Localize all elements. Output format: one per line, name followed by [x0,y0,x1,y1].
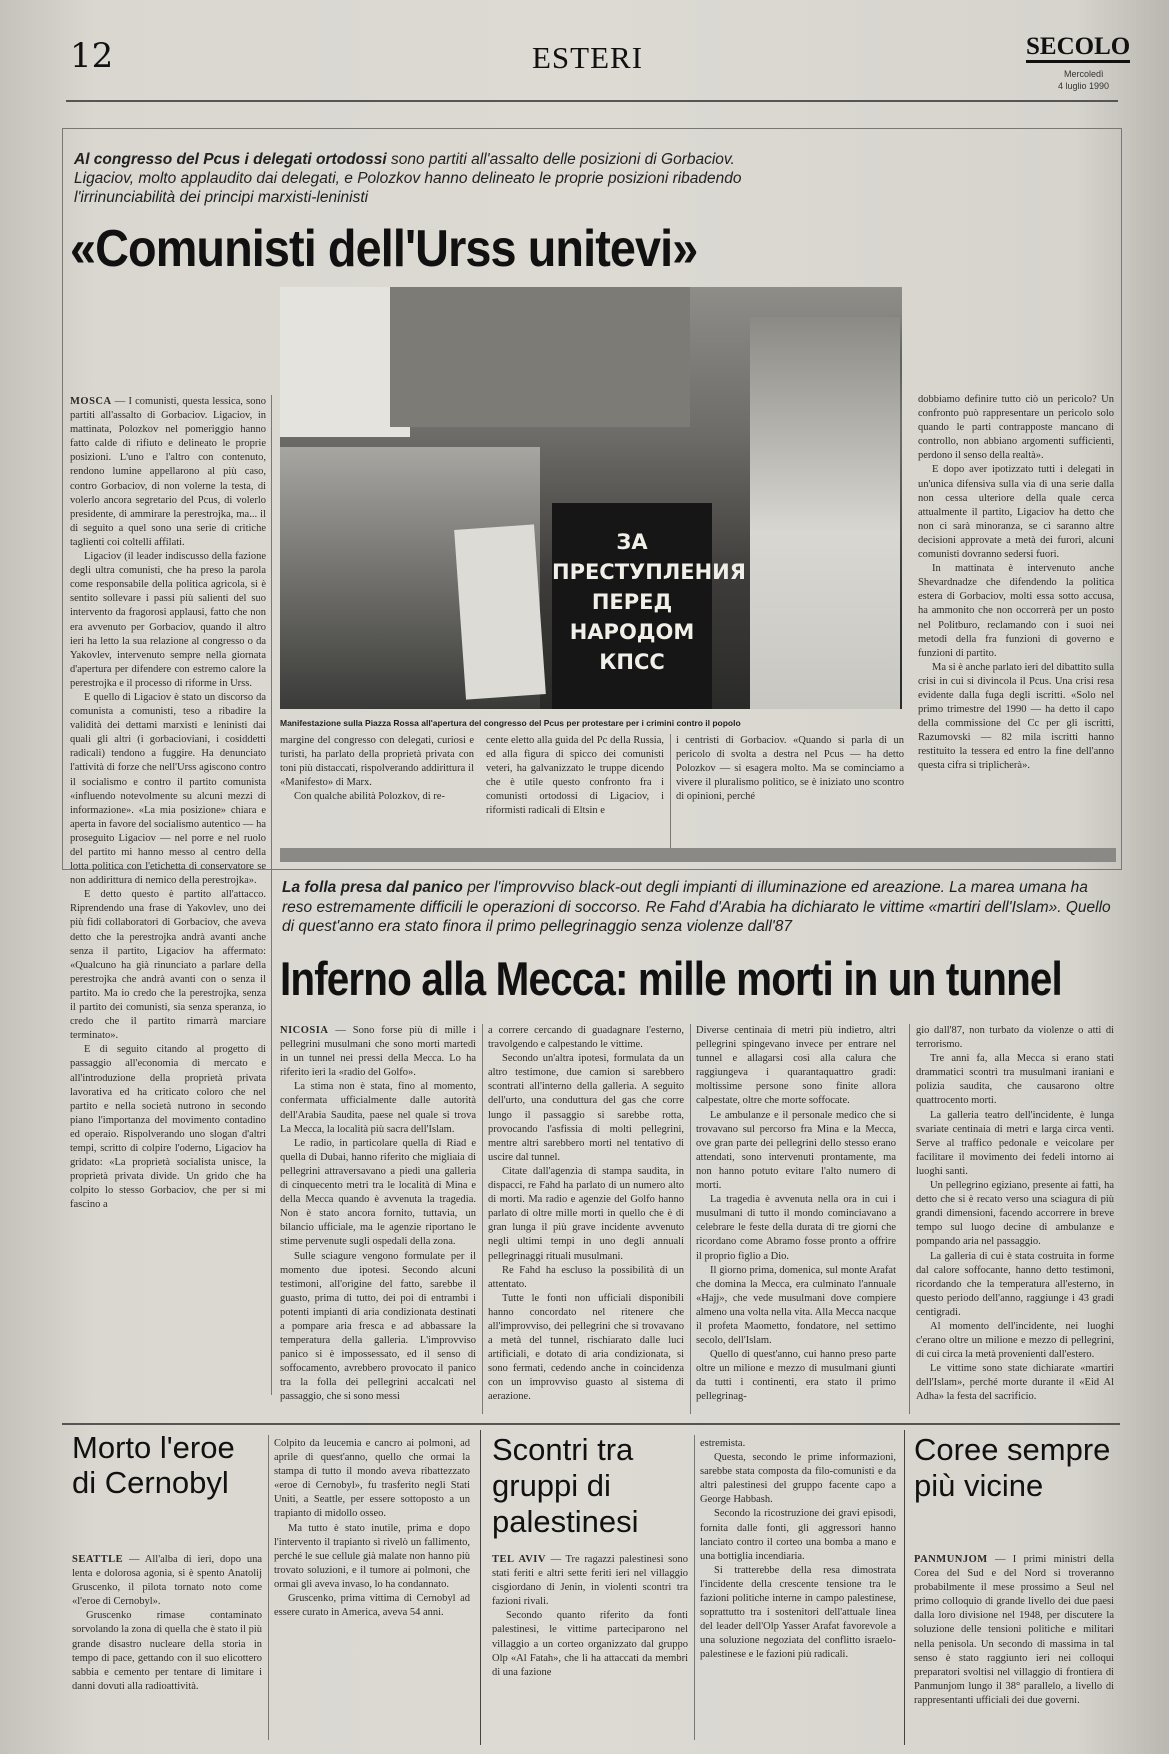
article1-col4-para: i centristi di Gorbaciov. «Quando si parla di un pericolo di svolta a destra nel Pcus — ha detto Polozkov — si esagera molto. Ma se cominciamo a vivere il pluralismo politico, se è iniziato uno scontro di opinioni, perché [676,735,904,803]
article-divider [904,1430,905,1745]
article1-col3-para: cente eletto alla guida del Pc della Russia, ed alla figura di spicco dei comunisti veteri, ha galvanizzato le truppe dicendo che è utile questo confronto fra i comunisti ortodossi di Ligaciov, i riformisti radicali di Eltsin e [486,735,664,817]
article1-kicker-bold: Al congresso del Pcus i delegati ortodossi [74,151,387,168]
article1-col5-para: dobbiamo definire tutto ciò un pericolo? Un confronto può rappresentare un pericolo solo quando le parti contrapposte mancano di controllo, non abbiano argomenti sufficienti, perdono il senso della realtà». [918,394,1114,462]
article1-col1-para: — I comunisti, questa lessica, sono partiti all'assalto di Gorbaciov. Ligaciov, in mattinata, Polozkov nel pomeriggio hanno fatto calde di rifiuto e delineato le proprie posizioni. L'uno e l'altro con contenuto, rendono lumine appellarono al più caso, contro Gorbaciov, di non volerne la testa, di volerlo ancora segretario del Pcus, di volerlo presidente, di ammirare la perestrojka, ma... il di seguito a quel sono una serie di critiche taglienti coi coltelli affilati. [70,396,266,548]
article3-col2-para: Colpito da leucemia e cancro ai polmoni, ad aprile di quest'anno, quello che ormai la stampa di tutto il mondo aveva ribattezzato «eroe di Cernobyl», fu trasferito negli Stati Uniti, a Seattle, per essere sottoposto a un trapianto di midollo osseo. [274,1438,470,1520]
article1-col5-para: In mattinata è intervenuto anche Shevardnadze che difendendo la politica estera di Gorbaciov, molti essa sotto accusa, ha ammonito che non occorrerà per un posto nel Politburo, reclamando con i suoi nei metodi della fra funzioni di governo e funzioni di partito. [918,563,1114,659]
article2-col2-para: Tutte le fonti non ufficiali disponibili hanno concordato nel ritenere che all'improvviso, dei pellegrini che si trovavano a metà del tunnel, rischiarato dalle luci artificiali, e dotato di aria condizionata, si sono fermati, cedendo anche in coincidenza con un improvviso guasto al sistema di aerazione. [488,1292,684,1403]
article2-col1-para: — Sono forse più di mille i pellegrini musulmani che sono morti martedì in un tunnel nei pressi della Mecca. Lo ha riferito ieri la «radio del Golfo». [280,1025,476,1079]
article1-col5-para: E dopo aver ipotizzato tutti i delegati in un'unica difensiva sulla via di una serie dalla non cessa ulteriore della quale cerca attualmente il partito, Ligaciov ha detto che non ci sarà minoranza, se ci saranno altre decisioni approvate a metà dei furori, alcuni comunisti dovranno sedersi fuori. [918,464,1114,561]
article3-divider [268,1435,269,1740]
article2-col3-para: La tragedia è avvenuta nella ora in cui i musulmani di tutto il mondo cominciavano a celebrare le feste della durata di tre giorni che ricordano come Abramo fosse pronto a offrire il proprio figlio a Dio. [696,1194,896,1262]
article3-col1-para: Gruscenko rimase contaminato sorvolando la zona di quella che è stato il più grande disastro nucleare della storia in tempo di pace, gettando con il suo elicottero sabbia e cemento per tentare di limitare i danni dovuti alla radioattività. [72,1610,262,1692]
article1-divider [670,734,671,860]
article2-headline: Inferno alla Mecca: mille morti in un tunnel [280,952,1062,1005]
article4-headline: Scontri tra gruppi di palestinesi [492,1432,639,1539]
article1-col2-para: Con qualche abilità Polozkov, di re- [294,791,445,803]
article1-col1 [70,395,266,1395]
article4-divider [694,1435,695,1740]
article5-col1-para: — I primi ministri della Corea del Sud e del Nord si troveranno probabilmente il mese prossimo a Seul nel primo colloquio di grande livello dei due paesi dalla loro divisione nel 1948, per discutere la soluzione delle tensioni politiche e militari nella penisola. Un secondo di massima in tal senso è stato raggiunto ieri nei colloqui preparatori svoltisi nel villaggio di frontiera di Panmunjom lungo il 38° parallelo, a livello di rappresentanti ufficiali dei due governi. [914,1554,1114,1706]
article3-col2-para: Gruscenko, prima vittima di Cernobyl ad essere curato in America, aveva 54 anni. [274,1593,470,1619]
masthead-weekday: Mercoledì [1064,69,1104,79]
photo-placard-left [454,524,546,699]
article4-col1-para: — Tre ragazzi palestinesi sono stati feriti e altri sette feriti ieri nel villaggio cisgiordano di Jenin, in violenti scontri tra fazioni rivali. [492,1554,688,1608]
article4-col2-para: estremista. [700,1438,746,1449]
paper-name: SECOLO [1026,34,1130,63]
article2-col1-para: La stima non è stata, fino al momento, confermata ufficialmente dalle autorità dell'Arabia Saudita, paese nel quale si trova La Mecca, la località più sacra dell'Islam. [280,1081,476,1135]
article4-col2-para: Questa, secondo le prime informazioni, sarebbe stata composta da filo-comunisti e da altri palestinesi del gruppo facente capo a George Habbash. [700,1452,896,1506]
masthead-rule [66,100,1118,102]
article2-kicker-rest: per l'improvviso black-out degli impianti di illuminazione ed areazione. La marea umana ha reso estremamente difficili le operazioni di soccorso. Re Fahd d'Arabia ha dichiarato le vittime «martiri dell'Islam». Quello di quest'anno era stato finora il primo pellegrinaggio senza violenze dall'87 [282,879,1111,935]
article1-col4 [676,734,904,860]
article2-col3-para: Il giorno prima, domenica, sul monte Arafat che domina la Mecca, era culminato l'annuale «Hajj», che vede musulmani dove compiere almeno una volta nella vita. Alla Mecca nacque il profeta Maometto, fondatore, nel settimo secolo, dell'Islam. [696,1264,896,1347]
article1-col1-para: Ligaciov (il leader indiscusso della fazione degli ultra comunisti, che ha preso la parola come responsabile della politica agricola, si è sentito sollevare i passi più salienti del suo intervento da fragorosi applausi, fatto che non era avvenuto per Gorbaciov, quando il altro ieri ha letto la sua relazione al congresso o da Yakovlev, intervenuto sempre nella giornata d'apertura per difendere con estremo calore la perestrojka e il processo di riforme in Urss. [70,551,266,689]
article1-col3 [486,734,664,860]
bottom-section-rule [62,1423,1120,1425]
article2-topbar [280,848,1116,862]
article2-divider [482,1024,483,1414]
article1-kicker [74,150,794,207]
photo-tree [390,287,690,427]
article2-kicker [282,878,1114,937]
article2-col2-para: Citate dall'agenzia di stampa saudita, in dispacci, re Fahd ha parlato di un numero alto di morti. Ma radio e agenzie del Golfo hanno parlato di oltre mille morti in quello che è di gran lunga il più grave incidente avvenuto negli ultimi tempi in uno degli annuali pellegrinaggi rituali musulmani. [488,1165,684,1262]
protest-sign-text: ЗА ПРЕСТУПЛЕНИЯ ПЕРЕД НАРОДОМ КПСС [552,530,746,674]
article3-headline: Morto l'eroe di Cernobyl [72,1430,235,1500]
article1-col1-para: E quello di Ligaciov è stato un discorso da comunista a comunisti, teso a ribadire la validità dei dettami marxisti e leninisti dai quali gli altri (i gorbacioviani, i cosiddetti radicali) tendono a fuggire. Ha denunciato l'attività di forze che nell'Urss agiscono contro il socialismo e contro il partito comunista «influendo notevolmente su alcuni mezzi di informazione». «La mia posizione» chiara e aperta in favore del socialismo autentico — ha proseguito Ligaciov — nel porre e nel ruolo del partito mi hanno messo al centro della lotta politica con l'etichetta di conservatore se non addirittura di nemico della perestrojka». [70,691,266,887]
article4-col1-para: Secondo quanto riferito da fonti palestinesi, le vittime parteciparono nel villaggio a un corteo organizzato dal gruppo Olp «Al Fatah», che li ha attaccati da membri di una fazione [492,1610,688,1678]
page-number: 12 [70,36,114,76]
article3-dateline: SEATTLE [72,1554,124,1565]
article3-col1-para: — All'alba di ieri, dopo una lenta e dolorosa agonia, si è spento Anatolij Gruscenko, il pilota tornato noto come «l'eroe di Cernobyl». [72,1554,262,1608]
article4-col2-para: Si tratterebbe della resa dimostrata l'incidente della crescente tensione tra le fazioni politiche interne in campo palestinese, soprattutto tra i sostenitori dell'attuale linea del leader dell'Olp Yasser Arafat favorevole a una soluzione negoziata del conflitto israelo-palestinese e le fazioni più radicali. [700,1564,896,1661]
article2-col3-para: Diverse centinaia di metri più indietro, altri pellegrini spingevano invece per entrare nel tunnel e allagarsi così alla calura che raggiungeva i quarantaquattro gradi: moltissime persone sono finite allora calpestate, oltre che morte soffocate. [696,1025,896,1107]
article2-col4-para: Al momento dell'incidente, nei luoghi c'erano oltre un milione e mezzo di pellegrini, di cui circa la metà provenienti dall'estero. [916,1320,1114,1361]
article3-col1 [72,1553,262,1743]
article4-col2-para: Secondo la ricostruzione dei gravi episodi, fornita dalle fonti, gli aggressori hanno lanciato contro il corteo una bomba a mano e una bottiglia incendiaria. [700,1508,896,1562]
article1-col2-para: margine del congresso con delegati, curiosi e turisti, ha parlato della proprietà privata con toni più distaccati, rispolverando addirittura il «Manifesto» di Marx. [280,735,474,789]
article2-col4-para: Un pellegrino egiziano, presente ai fatti, ha detto che si è recato verso una sciagura di più grandi dimensioni, facendo accorrere in breve tempo sul luogo decine di ambulanze e pompando aria nel passaggio. [916,1180,1114,1248]
article3-col2 [274,1437,470,1743]
article2-col2-para: a correre cercando di guadagnare l'esterno, travolgendo e calpestando le vittime. [488,1025,684,1051]
article1-kicker-rest: sono partiti all'assalto delle posizioni di Gorbaciov. Ligaciov, molto applaudito dai delegati, e Polozkov hanno delineato le proprie posizioni ribadendo l'irrinunciabilità dei principi marxisti-leninisti [74,151,742,206]
article2-col2-para: Re Fahd ha escluso la possibilità di un attentato. [488,1264,684,1290]
article4-col1 [492,1553,688,1743]
article2-divider [909,1024,910,1414]
article2-dateline: NICOSIA [280,1025,329,1036]
article2-col4 [916,1024,1114,1414]
article2-col1-para: Sulle sciagure vengono formulate per il momento due ipotesi. Secondo alcuni testimoni, all'origine del fatto, sarebbe il guasto, prima di tutto, dei poi di entrambi i potenti impianti di aria condizionata destinati a pompare aria fresca e ad abbassare la temperatura della galleria. L'improvviso panico si è impossessato, ed il senso di soffocamento, avrebbero provocato il panico tra la folla dei pellegrini accalcati nel passaggio, che si sono messi [280,1250,476,1403]
article2-col3 [696,1024,896,1414]
article2-col4-para: Le vittime sono state dichiarate «martiri dell'Islam», perché morte durante il «Eid Al Adha» la festa del sacrificio. [916,1363,1114,1403]
photo-protester-right [750,317,900,709]
protest-sign [552,503,746,709]
article2-col4-para: gio dall'87, non turbato da violenze o atti di terrorismo. [916,1025,1114,1051]
article1-col1-para: E detto questo è partito all'attacco. Riprendendo una frase di Yakovlev, uno dei più fidi collaboratori di Gorbaciov, che aveva detto che la perestrojka andrà avanti anche senza il partito, Ligaciov ha affermato: «Qualcuno ha già rinunciato a parlare della perestrojka che andrà avanti con o senza il partito. Ma io credo che la perestrojka, senza il partito dei comunisti, sia senza speranza, io credo che il partito rimarrà marciare terminato». [70,889,266,1042]
article1-col5-para: Ma si è anche parlato ieri del dibattito sulla crisi in cui si divincola il Pcus. Una crisi resa evidente dalla fuga degli iscritti. «Solo nel primo trimestre del 1990 — ha detto il capo della commissione del Cc per gli iscritti, Razumovski — 82 mila iscritti hanno restituito la tessera ed entro la fine dell'anno questa cifra si triplicherà». [918,661,1114,772]
article2-col4-para: La galleria di cui è stata costruita in forme dal calore soffocante, hanno detto testimoni, ricordando che la temperatura all'esterno, in questo periodo dell'anno, raggiunge i 43 gradi centigradi. [916,1250,1114,1318]
article2-col1 [280,1024,476,1414]
article4-dateline: TEL AVIV [492,1554,546,1565]
article5-headline: Coree sempre più vicine [914,1432,1111,1503]
masthead-date: 4 luglio 1990 [1058,81,1110,91]
article1-divider [271,395,272,1395]
article-divider [480,1430,481,1745]
article2-col3-para: Quello di quest'anno, cui hanno preso parte oltre un milione e mezzo di musulmani giunti da tutti i continenti, era stato il primo pellegrinag- [696,1349,896,1403]
article2-col4-para: Tre anni fa, alla Mecca si erano stati drammatici scontri tra musulmani iraniani e polizia saudita, che causarono oltre quattrocento morti. [916,1053,1114,1107]
article3-col2-para: Ma tutto è stato inutile, prima e dopo l'intervento il trapianto si rivelò un fallimento, perché le sue cellule già malate non hanno più trovato soluzioni, e il tumore ai polmoni, che ormai gli aveva invaso, lo ha condannato. [274,1522,470,1590]
section-title: ESTERI [532,40,644,75]
article1-col1-para: E di seguito citando al progetto di passaggio all'economia di mercato e all'introduzione della proprietà privata lavorativa ed ha criticato coloro che nel partito e nella società nutrono in secondo piano l'importanza del movimento contadino ed operaio. Rispolverando uno slogan d'altri tempi, scritto di colpire l'oderno, Ligaciov ha gridato: «La proprietà socialista unisce, la proprietà privata divide. Un grido che ha colpito lo stesso Gorbaciov, che per si mi fascino a [70,1044,266,1211]
article4-col2 [700,1437,896,1743]
article2-col3-para: Le ambulanze e il personale medico che si trovavano sul percorso fra Mina e la Mecca, ove gran parte dei pellegrini dello stesso erano attendati, sono intervenuti prontamente, ma non hanno potuto evitare l'alto numero di morti. [696,1109,896,1192]
article2-kicker-bold: La folla presa dal panico [282,879,463,896]
article5-dateline: PANMUNJOM [914,1554,988,1565]
photo-caption: Manifestazione sulla Piazza Rossa all'apertura del congresso del Pcus per protestare per i crimini contro il popolo [280,718,741,728]
article1-headline: «Comunisti dell'Urss unitevi» [70,220,698,278]
article1-dateline: MOSCA [70,396,112,407]
article2-col2-para: Secondo un'altra ipotesi, formulata da un altro testimone, due camion si sarebbero scontrati all'interno della galleria. A seguito dell'urto, una conduttura del gas che corre lungo il passaggio si sarebbe rotta, provocando l'asfissia di molti pellegrini, mentre altri sarebbero morti nel tentativo di uscire dal tunnel. [488,1053,684,1163]
article1-col2 [280,734,474,860]
protest-photo [280,287,902,709]
article1-col5 [918,393,1114,860]
article2-col4-para: La galleria teatro dell'incidente, è lunga svariate centinaia di metri e larga circa venti. Serve al traffico pedonale e veicolare per facilitare il movimento dei fedeli intorno ai luoghi santi. [916,1109,1114,1177]
article5-col1 [914,1553,1114,1743]
article2-divider [690,1024,691,1414]
article2-col1-para: Le radio, in particolare quella di Riad e quella di Dubai, hanno riferito che migliaia di pellegrini attraversavano a piedi una galleria di cinquecento metri tra le località di Mina e della Mecca quando è avvenuta la tragedia. Non è stato ancora fornito, tuttavia, un bilancio ufficiale, ma le agenzie riportano le stime pervenute sugli ospedali della zona. [280,1137,476,1248]
article2-col2 [488,1024,684,1414]
